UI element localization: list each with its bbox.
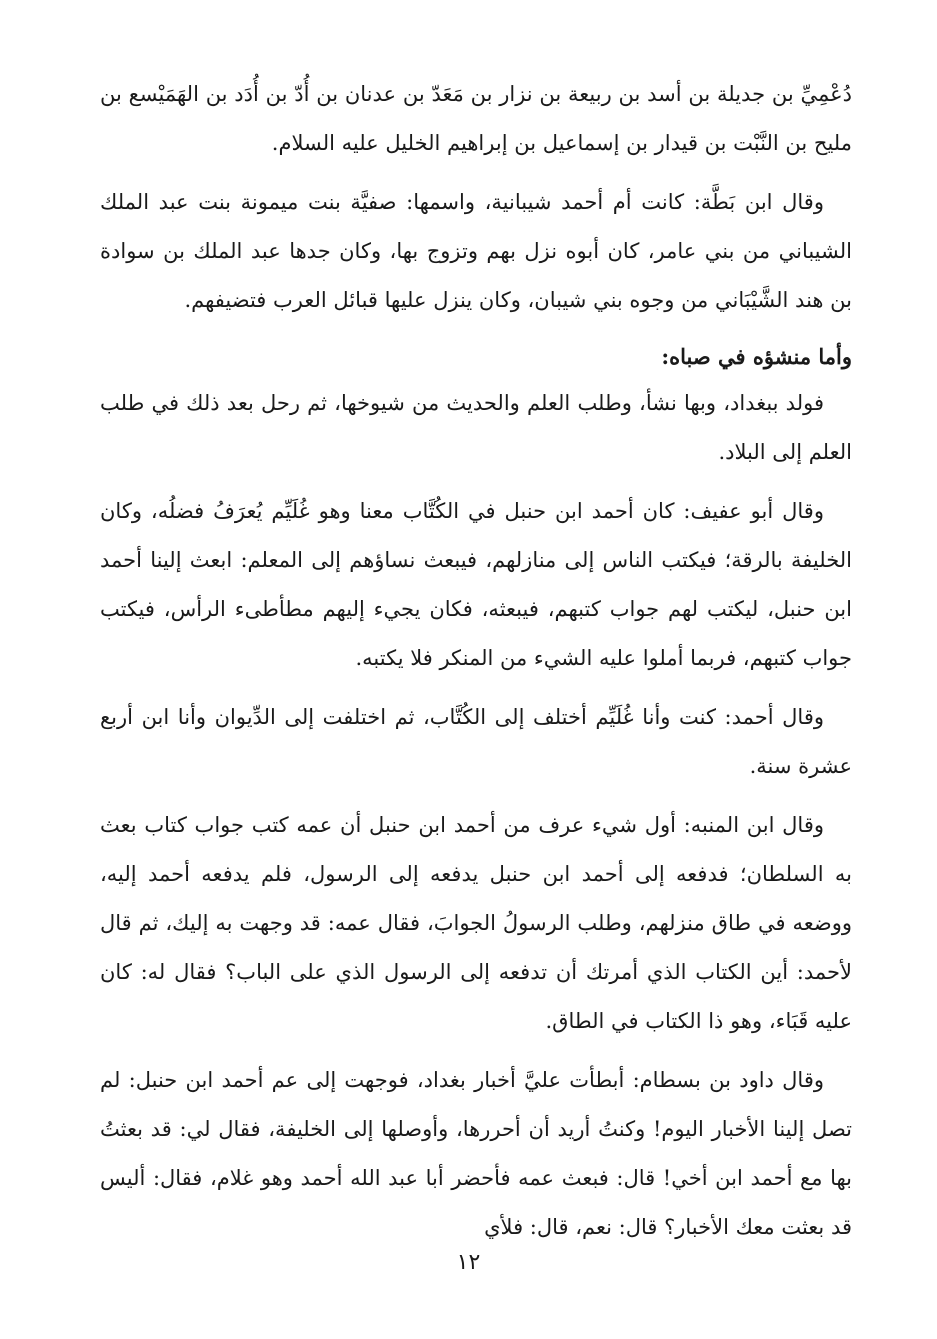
paragraph-ibn-batta: وقال ابن بَطَّة: كانت أم أحمد شيبانية، واسمها: صفيَّة بنت ميمونة بنت عبد الملك الشيباني من بني عامر، كان أبوه نزل بهم وتزوج بها، وكان جدها عبد الملك بن سوادة بن هند الشَّيْبَاني من وجوه بني شيبان، وكان ينزل عليها قبائل العرب فتضيفهم. [100, 190, 852, 312]
paragraph-ahmad: وقال أحمد: كنت وأنا غُلَيِّم أختلف إلى الكُتَّاب، ثم اختلفت إلى الدِّيوان وأنا ابن أربع عشرة سنة. [100, 705, 852, 778]
paragraph-ibn-almunabbih: وقال ابن المنبه: أول شيء عرف من أحمد ابن حنبل أن عمه كتب جواب كتاب بعث به السلطان؛ فدفعه إلى أحمد ابن حنبل يدفعه إلى الرسول، فلم يدفعه أحمد إليه، ووضعه في طاق منزلهم، وطلب الرسولُ الجوابَ، فقال عمه: قد وجهت به إليك، ثم قال لأحمد: أين الكتاب الذي أمرتك أن تدفعه إلى الرسول الذي على الباب؟ فقال له: كان عليه قَبَاء، وهو ذا الكتاب في الطاق. [100, 813, 852, 1033]
paragraph-birth: فولد ببغداد، وبها نشأ، وطلب العلم والحديث من شيوخها، ثم رحل بعد ذلك في طلب العلم إلى البلاد. [100, 391, 852, 464]
paragraph-lineage: دُعْمِيِّ بن جديلة بن أسد بن ربيعة بن نزار بن مَعَدّ بن عدنان بن أُدّ بن أُدَد بن الهَمَيْسع بن مليح بن النَّبْت بن قيدار بن إسماعيل بن إبراهيم الخليل عليه السلام. [100, 82, 852, 155]
paragraph-dawud: وقال داود بن بسطام: أبطأت عليَّ أخبار بغداد، فوجهت إلى عم أحمد ابن حنبل: لم تصل إلينا الأخبار اليوم! وكنتُ أريد أن أحررها، وأوصلها إلى الخليفة، فقال لي: قد بعثتُ بها مع أحمد ابن أخي! قال: فبعث عمه فأحضر أبا عبد الله أحمد وهو غلام، فقال: أليس قد بعثت معك الأخبار؟ قال: نعم، قال: فلأي [100, 1068, 852, 1239]
page-body [100, 70, 852, 1262]
section-heading: وأما منشؤه في صباه: [661, 344, 852, 369]
paragraph-abu-afif: وقال أبو عفيف: كان أحمد ابن حنبل في الكُتَّاب معنا وهو غُلَيِّم يُعرَفُ فضلُه، وكان الخليفة بالرقة؛ فيكتب الناس إلى منازلهم، فيبعث نساؤهم إلى المعلم: ابعث إلينا أحمد ابن حنبل، ليكتب لهم جواب كتبهم، فيبعثه، فكان يجيء إليهم مطأطىء الرأس، فيكتب جواب كتبهم، فربما أملوا عليه الشيء من المنكر فلا يكتبه. [100, 499, 852, 670]
page-number: ١٢ [456, 1250, 481, 1275]
